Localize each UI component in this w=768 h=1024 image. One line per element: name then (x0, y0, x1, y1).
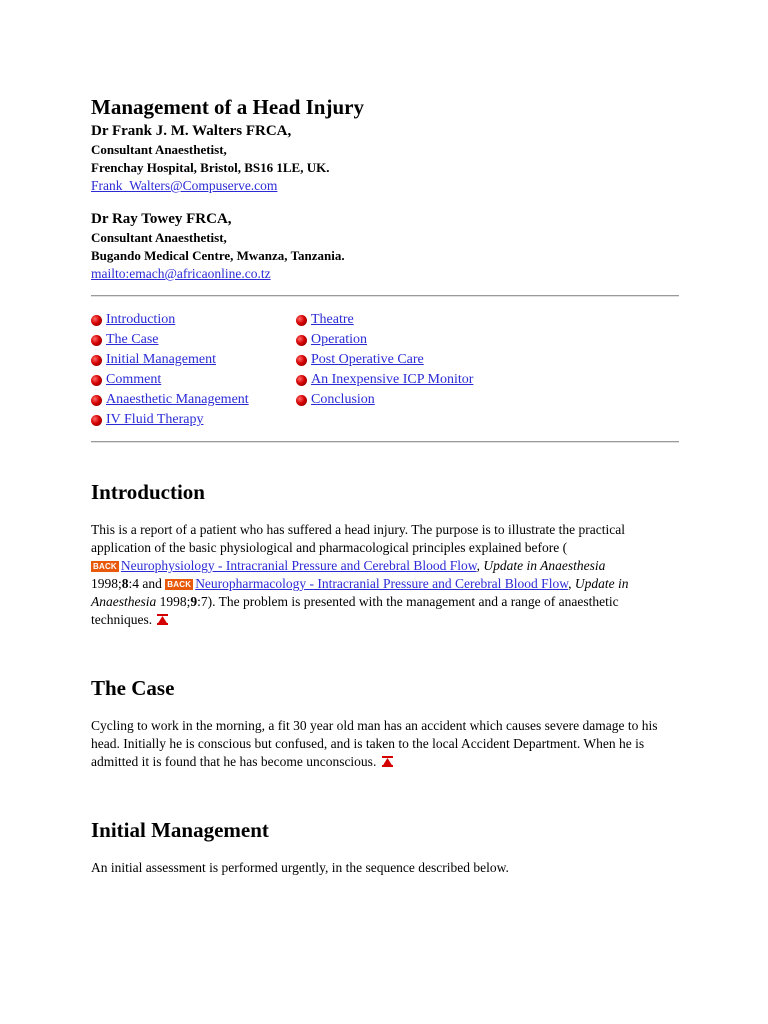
toc-item-post-operative-care[interactable] (296, 350, 501, 370)
author-email-link[interactable]: mailto:emach@africaonline.co.tz (91, 266, 271, 281)
red-bullet-icon (91, 335, 102, 346)
toc-link[interactable]: The Case (106, 332, 159, 347)
red-bullet-icon (91, 395, 102, 406)
toc-column-right (296, 310, 501, 430)
journal-name: Update in Anaesthesia (483, 558, 606, 573)
intro-text: ). The problem is presented with the management and a range of anaesthetic techniques. (91, 594, 619, 627)
toc-link[interactable]: Theatre (311, 312, 354, 327)
toc-link[interactable]: Post Operative Care (311, 352, 424, 367)
red-bullet-icon (296, 375, 307, 386)
case-paragraph (91, 717, 679, 771)
page-title: Management of a Head Injury (91, 95, 364, 119)
red-bullet-icon (296, 335, 307, 346)
author-block-1 (91, 121, 679, 195)
red-bullet-icon (91, 315, 102, 326)
back-icon[interactable]: BACK (93, 562, 117, 571)
toc-link[interactable]: Introduction (106, 312, 176, 327)
toc-link[interactable]: Operation (311, 332, 367, 347)
section-heading-the-case: The Case (91, 676, 175, 700)
author-email-link[interactable]: Frank_Walters@Compuserve.com (91, 178, 278, 193)
ref-link-neurophysiology[interactable]: Neurophysiology - Intracranial Pressure and Cerebral Blood Flow (120, 558, 477, 573)
toc-item-introduction[interactable] (91, 310, 296, 330)
toc-link[interactable]: An Inexpensive ICP Monitor (311, 372, 474, 387)
red-bullet-icon (296, 395, 307, 406)
document-content (91, 94, 679, 877)
back-to-top-icon[interactable] (157, 614, 168, 625)
toc-item-conclusion[interactable] (296, 390, 501, 410)
initial-paragraph: An initial assessment is performed urgently, in the sequence described below. (91, 860, 509, 875)
red-bullet-icon (91, 415, 102, 426)
author-role: Consultant Anaesthetist, (91, 142, 227, 157)
author-role: Consultant Anaesthetist, (91, 230, 227, 245)
toc-link[interactable]: Anaesthetic Management (106, 392, 249, 407)
section-heading-introduction: Introduction (91, 480, 205, 504)
red-bullet-icon (91, 375, 102, 386)
toc-link[interactable]: Comment (106, 372, 162, 387)
toc-item-theatre[interactable] (296, 310, 501, 330)
author-block-2 (91, 209, 679, 283)
toc-item-initial-management[interactable] (91, 350, 296, 370)
author-name: Dr Frank J. M. Walters FRCA, (91, 123, 292, 139)
author-affiliation: Frenchay Hospital, Bristol, BS16 1LE, UK. (91, 160, 330, 175)
red-bullet-icon (296, 355, 307, 366)
divider (91, 441, 679, 443)
toc-link[interactable]: Initial Management (106, 352, 217, 367)
ref-link-neuropharmacology[interactable]: Neuropharmacology - Intracranial Pressure and Cerebral Blood Flow (195, 576, 569, 591)
author-affiliation: Bugando Medical Centre, Mwanza, Tanzania. (91, 248, 345, 263)
toc-item-icp-monitor[interactable] (296, 370, 501, 390)
back-to-top-icon[interactable] (382, 756, 393, 767)
toc-item-iv-fluid-therapy[interactable] (91, 410, 296, 430)
table-of-contents (91, 297, 679, 441)
toc-item-anaesthetic-management[interactable] (91, 390, 296, 410)
toc-item-operation[interactable] (296, 330, 501, 350)
toc-link[interactable]: Conclusion (311, 392, 375, 407)
journal-name: Update in Anaesthesia (91, 576, 629, 609)
toc-column-left (91, 310, 296, 430)
intro-text: This is a report of a patient who has suffered a head injury. The purpose is to illustrate the practical application of the basic physiological and pharmacological principles explained before ( (91, 522, 625, 555)
back-icon[interactable]: BACK (167, 580, 192, 589)
section-heading-initial-management: Initial Management (91, 818, 269, 842)
red-bullet-icon (296, 315, 307, 326)
toc-link[interactable]: IV Fluid Therapy (106, 412, 204, 427)
red-bullet-icon (91, 355, 102, 366)
toc-item-the-case[interactable] (91, 330, 296, 350)
intro-paragraph: This is a report of a patient who has suffered a head injury. The purpose is to illustrate the practical application of the basic physiological and pharmacological principles explained before ( BACK Neurophysiology - Intracranial Pressure and Cerebral Blood Flow, Update in Anaesthesia 1998;8:4 and BACK Neuropharmacology - Intracranial Pressure and Cerebral Blood Flow, Update in Anaesthesia 1998;9:7). The problem is presented with the management and a range of anaesthetic techniques. (91, 522, 629, 627)
author-name: Dr Ray Towey FRCA, (91, 211, 232, 227)
case-text: Cycling to work in the morning, a fit 30 year old man has an accident which causes severe damage to his head. Initially he is conscious but confused, and is taken to the local Accident Department. When he is admitted it is found that he has become unconscious. (91, 718, 658, 769)
toc-item-comment[interactable] (91, 370, 296, 390)
